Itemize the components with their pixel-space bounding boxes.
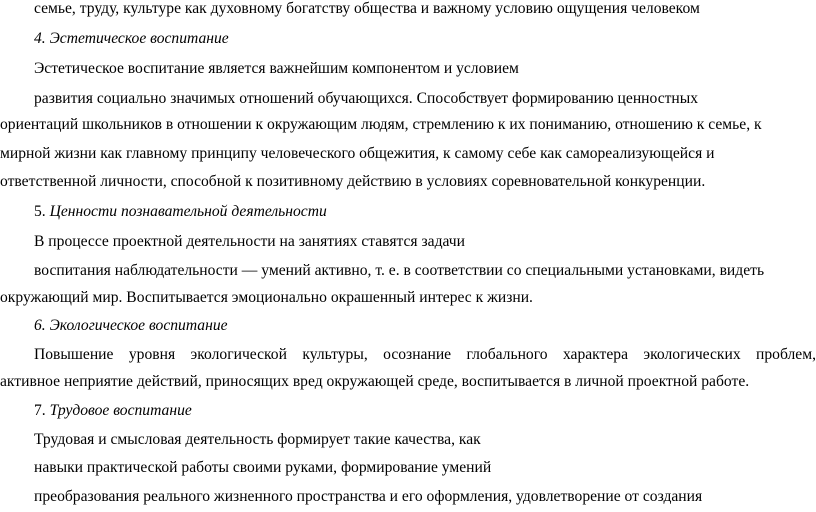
paragraph-line: Трудовая и смысловая деятельность формирует такие качества, как xyxy=(34,431,481,448)
section-title: Трудовое воспитание xyxy=(49,402,192,419)
section-number: 5. xyxy=(34,203,46,220)
paragraph-line: навыки практической работы своими руками, формирование умений xyxy=(34,459,492,476)
section-number: 7. xyxy=(34,402,46,419)
paragraph-line: Повышение уровня экологической культуры, осознание глобального характера экологических проблем, xyxy=(34,346,816,363)
paragraph-line: ориентаций школьников в отношении к окружающим людям, стремлению к их пониманию, отношению к семье, к xyxy=(0,116,762,133)
paragraph-line: активное неприятие действий, приносящих вред окружающей среде, воспитывается в личной проектной работе. xyxy=(0,373,750,390)
paragraph-line: Эстетическое воспитание является важнейшим компонентом и условием xyxy=(34,60,519,77)
paragraph-line: воспитания наблюдательности — умений активно, т. е. в соответствии со специальными установками, видеть xyxy=(34,262,765,279)
paragraph-line: мирной жизни как главному принципу человеческого общежития, к самому себе как самореализующейся и xyxy=(0,145,715,162)
paragraph-line: развития социально значимых отношений обучающихся. Способствует формированию ценностных xyxy=(34,90,699,107)
paragraph-line: ответственной личности, способной к позитивному действию в условиях соревновательной конкуренции. xyxy=(0,173,706,190)
section-heading-cognitive xyxy=(34,202,327,222)
paragraph-line: преобразования реального жизненного пространства и его оформления, удовлетворение от создания xyxy=(34,488,703,505)
section-title: Ценности познавательной деятельности xyxy=(49,203,327,220)
paragraph-line: окружающий мир. Воспитывается эмоционально окрашенный интерес к жизни. xyxy=(0,289,533,306)
paragraph-line: семье, труду, культуре как духовному богатству общества и важному условию ощущения человеком xyxy=(34,0,700,17)
section-heading-ecological: 6. Экологическое воспитание xyxy=(34,317,228,334)
section-heading-labor xyxy=(34,401,192,421)
paragraph-line: В процессе проектной деятельности на занятиях ставятся задачи xyxy=(34,233,465,250)
section-heading-aesthetic: 4. Эстетическое воспитание xyxy=(34,30,229,47)
